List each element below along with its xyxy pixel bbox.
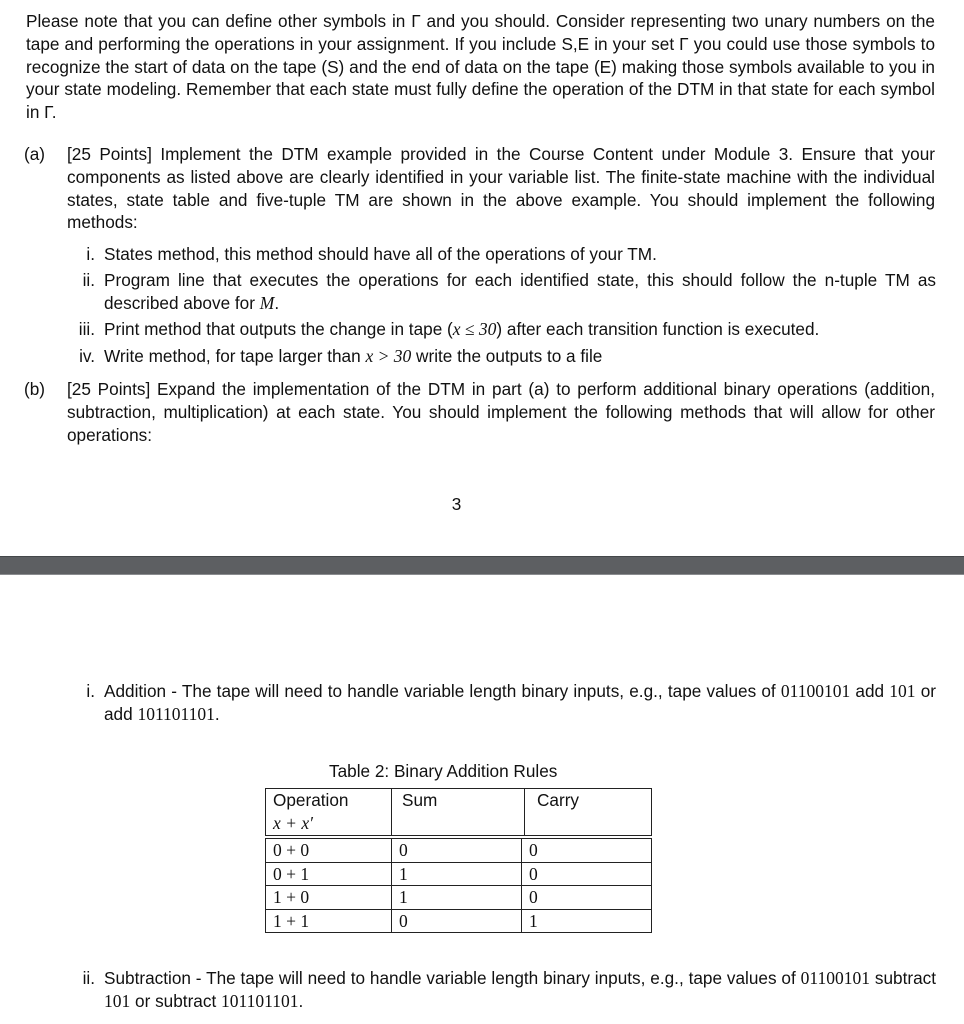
cell-operation: 1 + 1 bbox=[266, 909, 392, 933]
item-label: ii. bbox=[82, 968, 95, 988]
cell-sum: 0 bbox=[392, 839, 522, 863]
item-label: iv. bbox=[79, 346, 95, 366]
part-b-text: [25 Points] Expand the implementation of the DTM in part (a) to perform additional binary operations (addition, subtraction, multiplication) at each state. You should implement the following methods that will allow for other operations: bbox=[67, 379, 935, 445]
item-text: Print method that outputs the change in tape (x ≤ 30) after each transition function is executed. bbox=[104, 319, 820, 339]
table-row bbox=[266, 886, 652, 910]
item-label: iii. bbox=[78, 319, 95, 339]
item-text: States method, this method should have all of the operations of your TM. bbox=[104, 244, 657, 264]
header-sum: Sum bbox=[392, 789, 525, 836]
part-a-label: (a) bbox=[24, 144, 46, 164]
cell-operation: 0 + 1 bbox=[266, 862, 392, 886]
table-row bbox=[266, 909, 652, 933]
intro-paragraph: Please note that you can define other symbols in Γ and you should. Consider representing two unary numbers on the tape and performing the operations in your assignment. If you include S,E in your set Γ you could use those symbols to recognize the start of data on the tape (S) and the end of data on the tape (E) making those symbols available to you in your state modeling. Remember that each state must fully define the operation of the DTM in that state for each symbol in Γ. bbox=[26, 11, 935, 123]
header-operation: Operation x + x′ bbox=[266, 789, 392, 836]
cell-sum: 1 bbox=[392, 886, 522, 910]
page-number: 3 bbox=[451, 494, 462, 514]
cell-operation: 1 + 0 bbox=[266, 886, 392, 910]
table-row bbox=[266, 839, 652, 863]
cell-operation: 0 + 0 bbox=[266, 839, 392, 863]
cell-carry: 1 bbox=[522, 909, 652, 933]
cell-sum: 0 bbox=[392, 909, 522, 933]
item-label: ii. bbox=[82, 270, 95, 290]
part-b-label: (b) bbox=[24, 379, 46, 399]
item-text: Program line that executes the operations for each identified state, this should follow the n-tuple TM as described above for M. bbox=[104, 270, 936, 313]
cell-carry: 0 bbox=[522, 886, 652, 910]
addition-rules-table-header bbox=[265, 788, 652, 836]
addition-item bbox=[0, 680, 964, 726]
item-text: Write method, for tape larger than x > 30 write the outputs to a file bbox=[104, 346, 603, 366]
item-label: i. bbox=[86, 244, 95, 264]
page-divider bbox=[0, 556, 964, 575]
math-m: M bbox=[259, 292, 275, 313]
table-caption: Table 2: Binary Addition Rules bbox=[329, 761, 558, 781]
header-operation-sub: x + x′ bbox=[273, 812, 313, 833]
math-inequality: x > 30 bbox=[365, 346, 412, 366]
addition-rules-table bbox=[265, 838, 652, 933]
part-a-text: [25 Points] Implement the DTM example provided in the Course Content under Module 3. Ensure that your components as listed above are clearly identified in your variable list. The finite-state machine with the individual states, state table and five-tuple TM are shown in the above example. You should implement the following methods: bbox=[67, 144, 935, 233]
item-label: i. bbox=[86, 681, 95, 701]
item-text: Subtraction - The tape will need to handle variable length binary inputs, e.g., tape values of 01100101 subtract 101 or subtract 101101101. bbox=[104, 968, 936, 1011]
cell-carry: 0 bbox=[522, 839, 652, 863]
subtraction-item bbox=[0, 967, 964, 1013]
part-a-item-2 bbox=[0, 269, 964, 315]
cell-sum: 1 bbox=[392, 862, 522, 886]
cell-carry: 0 bbox=[522, 862, 652, 886]
header-carry: Carry bbox=[525, 789, 652, 836]
item-text: Addition - The tape will need to handle variable length binary inputs, e.g., tape values of 01100101 add 101 or add 101101101. bbox=[104, 681, 937, 724]
math-inequality: x ≤ 30 bbox=[452, 319, 497, 339]
table-row bbox=[266, 862, 652, 886]
